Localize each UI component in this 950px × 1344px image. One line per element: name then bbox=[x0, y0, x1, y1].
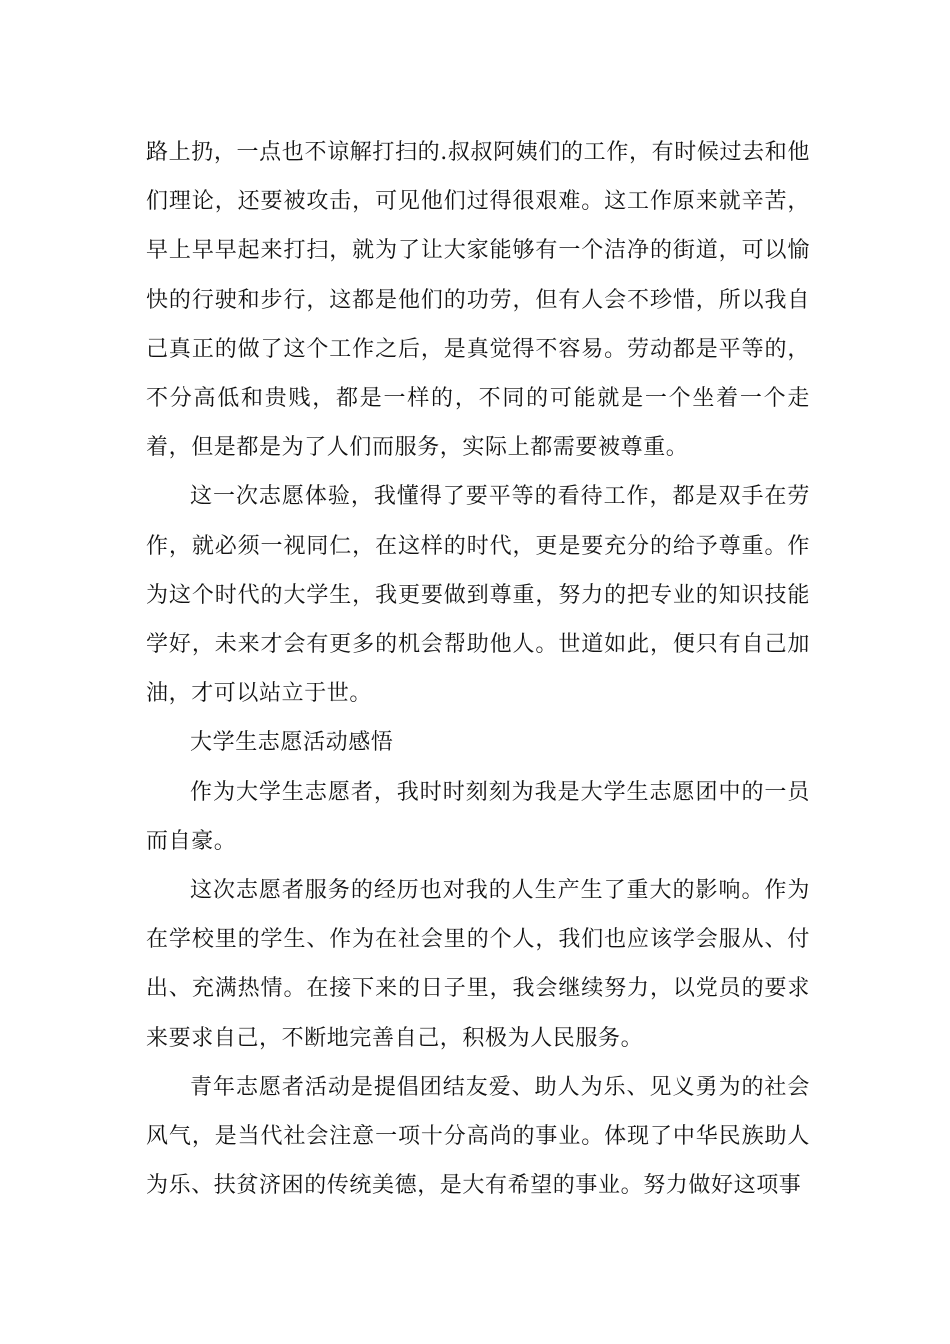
paragraph-1: 路上扔，一点也不谅解打扫的.叔叔阿姨们的工作，有时候过去和他们理论，还要被攻击，可见他们过得很艰难。这工作原来就辛苦，早上早早起来打扫，就为了让大家能够有一个洁净的街道，可以愉快的行驶和步行，这都是他们的功劳，但有人会不珍惜，所以我自己真正的做了这个工作之后，是真觉得不容易。劳动都是平等的，不分高低和贵贱，都是一样的，不同的可能就是一个坐着一个走着，但是都是为了人们而服务，实际上都需要被尊重。 bbox=[146, 140, 810, 461]
paragraph-4: 这次志愿者服务的经历也对我的人生产生了重大的影响。作为在学校里的学生、作为在社会里的个人，我们也应该学会服从、付出、充满热情。在接下来的日子里，我会继续努力，以党员的要求来要求自己，不断地完善自己，积极为人民服务。 bbox=[146, 878, 810, 1051]
document-body bbox=[146, 128, 810, 1210]
section-heading: 大学生志愿活动感悟 bbox=[190, 730, 394, 756]
paragraph-5: 青年志愿者活动是提倡团结友爱、助人为乐、见义勇为的社会风气，是当代社会注意一项十分高尚的事业。体现了中华民族助人为乐、扶贫济困的传统美德，是大有希望的事业。努力做好这项事 bbox=[146, 1074, 810, 1199]
paragraph-3: 作为大学生志愿者，我时时刻刻为我是大学生志愿团中的一员而自豪。 bbox=[146, 779, 810, 854]
paragraph-2: 这一次志愿体验，我懂得了要平等的看待工作，都是双手在劳作，就必须一视同仁，在这样的时代，更是要充分的给予尊重。作为这个时代的大学生，我更要做到尊重，努力的把专业的知识技能学好，未来才会有更多的机会帮助他人。世道如此，便只有自己加油，才可以站立于世。 bbox=[146, 484, 810, 707]
